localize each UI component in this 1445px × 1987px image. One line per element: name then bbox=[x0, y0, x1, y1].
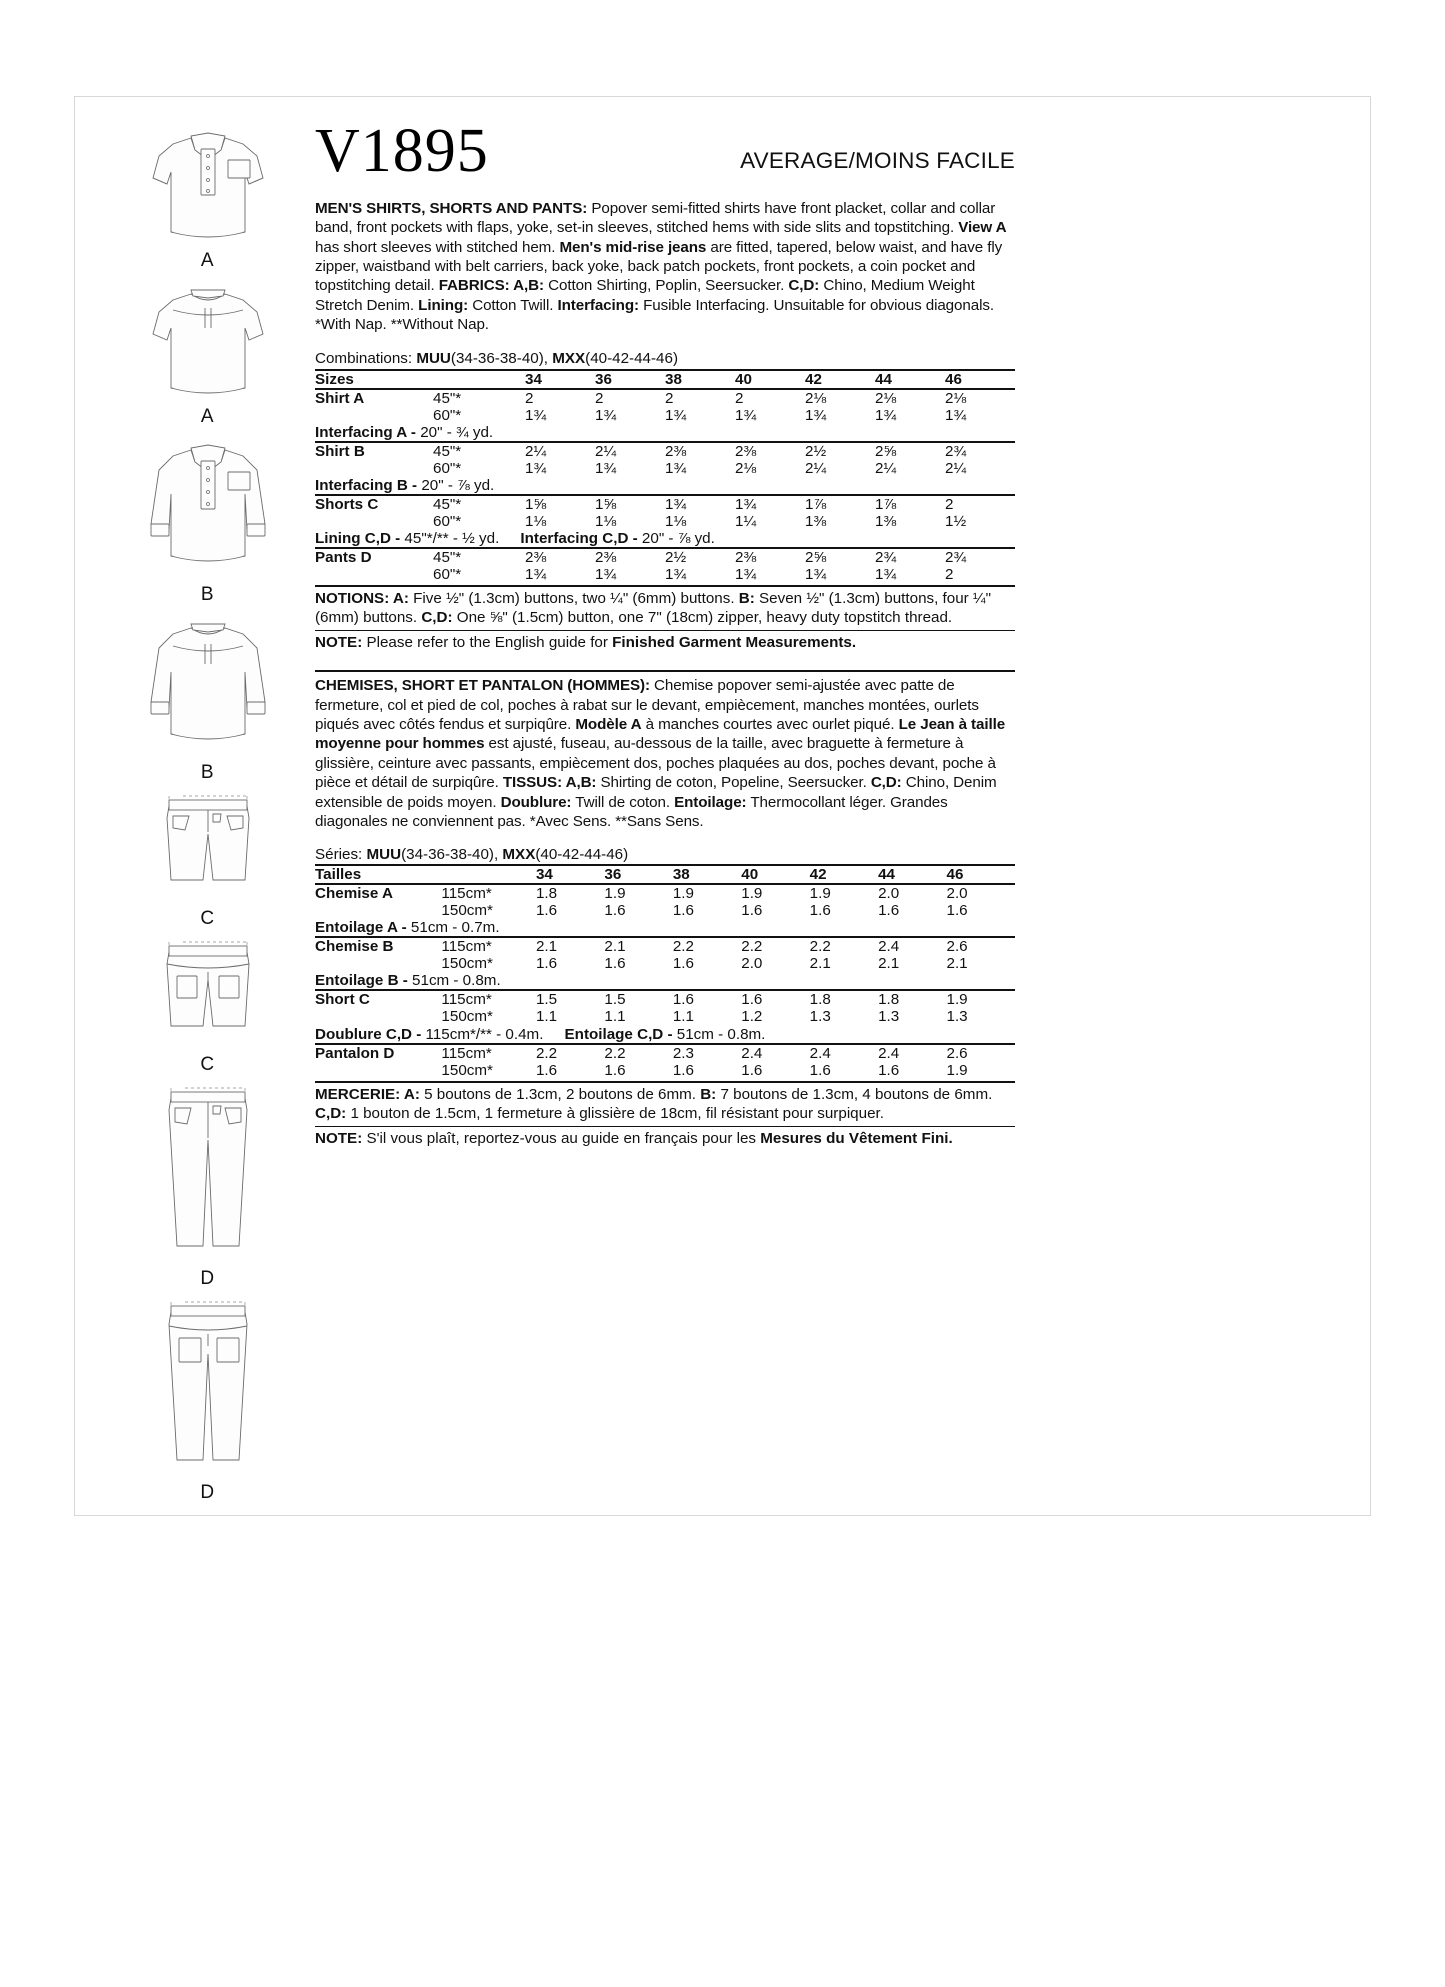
yardage-cell: 2 bbox=[525, 389, 595, 407]
row-label: Chemise B bbox=[315, 937, 441, 955]
yardage-cell: 1⅛ bbox=[665, 512, 687, 530]
yardage-cell: 2⅜ bbox=[595, 548, 665, 566]
row-label: Shirt A bbox=[315, 389, 433, 407]
yardage-cell: 1¾ bbox=[525, 565, 547, 583]
yardage-cell: 1.6 bbox=[741, 1061, 763, 1079]
yardage-cell: 1.6 bbox=[809, 902, 831, 920]
yardage-cell: 1⅜ bbox=[805, 512, 827, 530]
french-description: CHEMISES, SHORT ET PANTALON (HOMMES): Chemise popover semi-ajustée avec patte de fermeture, col et pied de col, poches à rabat sur le devant, empiècement, manches montées, ourlets piqués avec côtés fendus et surpiqûre. Modèle A à manches courtes avec ourlet piqué. Le Jean à taille moyenne pour hommes est ajusté, fuseau, au-dessous de la taille, avec braguette à fermeture à glissière, ceinture avec passants, empiècement dos, poches plaquées au dos, poches devant, poche à pièce et détail de surpiqûre. TISSUS: A,B: Shirting de coton, Popeline, Seersucker. C,D: Chino, Denim extensible de poids moyen. Doublure: Twill de coton. Entoilage: Thermocollant léger. Grandes diagonales ne conviennent pas. *Avec Sens. **Sans Sens. bbox=[315, 677, 1006, 830]
yardage-cell: 2¼ bbox=[805, 459, 827, 477]
english-notions: NOTIONS: A: Five ½" (1.3cm) buttons, two ¼" (6mm) buttons. B: Seven ½" (1.3cm) buttons, four ¼" (6mm) buttons. C,D: One ⅝" (1.5cm) button, one 7" (18cm) zipper, heavy duty topstitch thread. bbox=[315, 585, 1015, 627]
shorts-c-back-icon bbox=[133, 934, 283, 1052]
yardage-cell: 2.4 bbox=[741, 1044, 809, 1062]
yardage-cell: 2 bbox=[665, 389, 735, 407]
yardage-cell: 2.4 bbox=[878, 937, 946, 955]
yardage-cell: 2¾ bbox=[945, 548, 1015, 566]
yardage-cell: 1¾ bbox=[945, 406, 967, 424]
yardage-cell: 1.8 bbox=[536, 884, 604, 902]
pants-d-back-icon bbox=[133, 1294, 283, 1480]
figure-label: D bbox=[200, 1268, 215, 1289]
figure-label: A bbox=[200, 406, 215, 427]
table-header-row bbox=[315, 865, 1015, 884]
yardage-cell: 2.4 bbox=[810, 1044, 878, 1062]
yardage-cell: 2.2 bbox=[604, 1044, 672, 1062]
yardage-cell: 2⅝ bbox=[805, 548, 875, 566]
fabric-width: 150cm* bbox=[441, 1008, 493, 1026]
yardage-cell: 2.2 bbox=[536, 1044, 604, 1062]
fabric-width: 60"* bbox=[433, 459, 462, 477]
illustration-column bbox=[110, 120, 305, 1503]
yardage-cell: 1.1 bbox=[535, 1008, 558, 1026]
yardage-cell: 2 bbox=[595, 389, 665, 407]
size-header-38: 38 bbox=[673, 865, 741, 884]
yardage-cell: 2.0 bbox=[947, 884, 1015, 902]
table-note-row bbox=[315, 477, 1015, 495]
yardage-cell: 1¾ bbox=[595, 459, 617, 477]
yardage-cell: 1¾ bbox=[805, 406, 827, 424]
yardage-cell: 2⅜ bbox=[735, 442, 805, 460]
yardage-cell: 1.6 bbox=[604, 1061, 626, 1079]
table-note-row bbox=[315, 1026, 1015, 1044]
row-label: Shorts C bbox=[315, 495, 433, 513]
english-combinations: Combinations: MUU(34-36-38-40), MXX(40-42-44-46) bbox=[315, 349, 679, 367]
fabric-width: 45"* bbox=[433, 389, 525, 407]
yardage-cell: 1.6 bbox=[878, 902, 900, 920]
yardage-cell: 2½ bbox=[805, 442, 875, 460]
size-header-40: 40 bbox=[735, 370, 805, 389]
table-row bbox=[315, 902, 1015, 919]
fabric-width: 60"* bbox=[433, 406, 462, 424]
row-label bbox=[315, 1062, 441, 1079]
fabric-width: 150cm* bbox=[441, 1061, 493, 1079]
yardage-cell: 2⅜ bbox=[735, 548, 805, 566]
table-row bbox=[315, 990, 1015, 1008]
english-description: MEN'S SHIRTS, SHORTS AND PANTS: Popover semi-fitted shirts have front placket, collar and collar band, front pockets with flaps, yoke, set-in sleeves, stitched hems with side slits and topstitching. View A has short sleeves with stitched hem. Men's mid-rise jeans are fitted, tapered, below waist, and have fly zipper, waistband with belt carriers, back yoke, back patch pockets, front pockets, a coin pocket and topstitching detail. FABRICS: A,B: Cotton Shirting, Poplin, Seersucker. C,D: Chino, Medium Weight Stretch Denim. Lining: Cotton Twill. Interfacing: Fusible Interfacing. Unsuitable for obvious diagonals. *With Nap. **Without Nap. bbox=[315, 199, 1007, 334]
table-row bbox=[315, 884, 1015, 902]
fabric-width: 60"* bbox=[433, 512, 462, 530]
header-row bbox=[315, 117, 1015, 185]
row-label: Shirt B bbox=[315, 442, 433, 460]
table-row bbox=[315, 460, 1015, 477]
yardage-cell: 1.5 bbox=[536, 990, 604, 1008]
table-note: Interfacing B - 20" - ⅞ yd. bbox=[315, 476, 495, 494]
language-divider bbox=[315, 670, 1015, 672]
yardage-cell: 1.8 bbox=[878, 990, 946, 1008]
table-note-row bbox=[315, 530, 1015, 548]
yardage-cell: 2½ bbox=[665, 548, 735, 566]
french-mercerie: MERCERIE: A: 5 boutons de 1.3cm, 2 boutons de 6mm. B: 7 boutons de 1.3cm, 4 boutons de 6mm. C,D: 1 bouton de 1.5cm, 1 fermeture à glissière de 18cm, fil résistant pour surpiquer. bbox=[315, 1081, 1015, 1123]
figure-shirt-b-back bbox=[110, 610, 305, 784]
yardage-cell: 2¼ bbox=[525, 442, 595, 460]
french-table-body bbox=[315, 865, 1015, 1078]
yardage-cell: 1¾ bbox=[665, 459, 687, 477]
size-header-36: 36 bbox=[604, 865, 672, 884]
figure-label: B bbox=[200, 584, 215, 605]
english-yardage-table bbox=[315, 369, 1015, 583]
sizes-label: Tailles bbox=[315, 865, 441, 884]
yardage-cell: 2.0 bbox=[878, 884, 946, 902]
content-column bbox=[315, 117, 1015, 1148]
yardage-cell: 2 bbox=[945, 495, 1015, 513]
figure-pants-d-front bbox=[110, 1080, 305, 1290]
pattern-number: V1895 bbox=[315, 117, 489, 185]
yardage-cell: 1.9 bbox=[947, 990, 1015, 1008]
table-row bbox=[315, 442, 1015, 460]
yardage-cell: 1¾ bbox=[665, 495, 735, 513]
english-note: NOTE: Please refer to the English guide for Finished Garment Measurements. bbox=[315, 630, 1015, 652]
yardage-cell: 2⅛ bbox=[735, 459, 757, 477]
yardage-cell: 1⅝ bbox=[525, 495, 595, 513]
yardage-cell: 1.6 bbox=[672, 955, 694, 973]
size-header-42: 42 bbox=[810, 865, 878, 884]
table-row bbox=[315, 955, 1015, 972]
yardage-cell: 1⅛ bbox=[595, 512, 617, 530]
pants-d-front-icon bbox=[133, 1080, 283, 1266]
size-header-38: 38 bbox=[665, 370, 735, 389]
yardage-cell: 1.6 bbox=[741, 902, 763, 920]
table-header-row bbox=[315, 370, 1015, 389]
figure-shorts-c-front bbox=[110, 788, 305, 930]
figure-label: C bbox=[200, 908, 215, 929]
yardage-cell: 1.6 bbox=[672, 902, 694, 920]
yardage-cell: 2.6 bbox=[947, 1044, 1015, 1062]
fabric-width: 45"* bbox=[433, 495, 525, 513]
figure-label: C bbox=[200, 1054, 215, 1075]
size-header-44: 44 bbox=[875, 370, 945, 389]
fabric-width: 45"* bbox=[433, 548, 525, 566]
table-note: Interfacing A - 20" - ¾ yd. bbox=[315, 423, 494, 441]
table-note: Doublure C,D - 115cm*/** - 0.4m. Entoilage C,D - 51cm - 0.8m. bbox=[315, 1025, 766, 1043]
yardage-cell: 2.1 bbox=[809, 955, 831, 973]
fabric-width: 115cm* bbox=[441, 990, 536, 1008]
size-header-44: 44 bbox=[878, 865, 946, 884]
shirt-a-back-icon bbox=[133, 276, 283, 404]
yardage-cell: 1¾ bbox=[805, 565, 827, 583]
table-note-row bbox=[315, 424, 1015, 442]
yardage-cell: 1.6 bbox=[535, 902, 558, 920]
yardage-cell: 2.6 bbox=[947, 937, 1015, 955]
yardage-cell: 2¾ bbox=[945, 442, 1015, 460]
yardage-cell: 1.1 bbox=[604, 1008, 626, 1026]
fabric-width: 115cm* bbox=[441, 1044, 536, 1062]
yardage-cell: 2⅜ bbox=[525, 548, 595, 566]
row-label: Short C bbox=[315, 990, 441, 1008]
size-header-36: 36 bbox=[595, 370, 665, 389]
size-header-40: 40 bbox=[741, 865, 809, 884]
figure-label: A bbox=[200, 250, 215, 271]
yardage-cell: 2.2 bbox=[741, 937, 809, 955]
yardage-cell: 2.1 bbox=[536, 937, 604, 955]
yardage-cell: 1¾ bbox=[665, 406, 687, 424]
row-label bbox=[315, 955, 441, 972]
yardage-cell: 1⅛ bbox=[525, 512, 547, 530]
row-label: Pantalon D bbox=[315, 1044, 441, 1062]
yardage-cell: 1¾ bbox=[525, 459, 547, 477]
yardage-cell: 1⅞ bbox=[805, 495, 875, 513]
figure-shirt-b-front bbox=[110, 432, 305, 606]
table-note: Entoilage A - 51cm - 0.7m. bbox=[315, 919, 500, 937]
yardage-cell: 2.3 bbox=[673, 1044, 741, 1062]
yardage-cell: 1.6 bbox=[809, 1061, 831, 1079]
row-label bbox=[315, 407, 433, 424]
french-series: Séries: MUU(34-36-38-40), MXX(40-42-44-46) bbox=[315, 846, 629, 864]
figure-pants-d-back bbox=[110, 1294, 305, 1504]
yardage-cell: 1.6 bbox=[604, 955, 626, 973]
yardage-cell: 1.6 bbox=[604, 902, 626, 920]
yardage-cell: 1.8 bbox=[810, 990, 878, 1008]
yardage-cell: 1.3 bbox=[878, 1008, 900, 1026]
yardage-cell: 2¼ bbox=[875, 459, 897, 477]
figure-shorts-c-back bbox=[110, 934, 305, 1076]
yardage-cell: 1⅜ bbox=[875, 512, 897, 530]
yardage-cell: 1¾ bbox=[595, 565, 617, 583]
yardage-cell: 1.6 bbox=[535, 955, 558, 973]
yardage-cell: 1.3 bbox=[946, 1008, 968, 1026]
size-header-46: 46 bbox=[945, 370, 1015, 389]
yardage-cell: 1.9 bbox=[604, 884, 672, 902]
yardage-cell: 1.9 bbox=[673, 884, 741, 902]
fabric-width: 115cm* bbox=[441, 937, 536, 955]
fabric-width: 45"* bbox=[433, 442, 525, 460]
row-label bbox=[315, 902, 441, 919]
yardage-cell: 2.1 bbox=[946, 955, 968, 973]
yardage-cell: 1¾ bbox=[875, 406, 897, 424]
english-table-body bbox=[315, 370, 1015, 583]
yardage-cell: 1.5 bbox=[604, 990, 672, 1008]
yardage-cell: 1⅞ bbox=[875, 495, 945, 513]
row-label bbox=[315, 1008, 441, 1025]
size-header-42: 42 bbox=[805, 370, 875, 389]
table-row bbox=[315, 548, 1015, 566]
yardage-cell: 2 bbox=[735, 389, 805, 407]
row-label: Pants D bbox=[315, 548, 433, 566]
yardage-cell: 1.6 bbox=[535, 1061, 558, 1079]
figure-shirt-a-front bbox=[110, 120, 305, 272]
yardage-cell: 1.6 bbox=[741, 990, 809, 1008]
yardage-cell: 1¾ bbox=[665, 565, 687, 583]
yardage-cell: 1¾ bbox=[735, 406, 757, 424]
yardage-cell: 1.6 bbox=[946, 902, 968, 920]
yardage-cell: 2¾ bbox=[875, 548, 945, 566]
table-row bbox=[315, 1062, 1015, 1079]
size-header-46: 46 bbox=[947, 865, 1015, 884]
yardage-cell: 2.2 bbox=[673, 937, 741, 955]
yardage-cell: 2⅜ bbox=[665, 442, 735, 460]
shirt-a-front-icon bbox=[133, 120, 283, 248]
row-label bbox=[315, 566, 433, 583]
table-note-row bbox=[315, 919, 1015, 937]
figure-label: D bbox=[200, 1482, 215, 1503]
yardage-cell: 2.0 bbox=[741, 955, 763, 973]
yardage-cell: 2⅛ bbox=[875, 389, 945, 407]
yardage-cell: 2.2 bbox=[810, 937, 878, 955]
fabric-width: 60"* bbox=[433, 565, 462, 583]
table-row bbox=[315, 1044, 1015, 1062]
fabric-width: 115cm* bbox=[441, 884, 536, 902]
yardage-cell: 1.9 bbox=[810, 884, 878, 902]
table-row bbox=[315, 937, 1015, 955]
yardage-cell: 1⅝ bbox=[595, 495, 665, 513]
yardage-cell: 1.9 bbox=[741, 884, 809, 902]
yardage-cell: 1¾ bbox=[875, 565, 897, 583]
table-note: Entoilage B - 51cm - 0.8m. bbox=[315, 972, 501, 990]
table-row bbox=[315, 513, 1015, 530]
french-yardage-table bbox=[315, 864, 1015, 1078]
shorts-c-front-icon bbox=[133, 788, 283, 906]
table-row bbox=[315, 495, 1015, 513]
size-header-34: 34 bbox=[536, 865, 604, 884]
figure-label: B bbox=[200, 762, 215, 783]
shirt-b-back-icon bbox=[133, 610, 283, 760]
fabric-width: 150cm* bbox=[441, 955, 493, 973]
row-label bbox=[315, 460, 433, 477]
yardage-cell: 1¾ bbox=[735, 565, 757, 583]
yardage-cell: 2⅛ bbox=[945, 389, 1015, 407]
yardage-cell: 2¼ bbox=[945, 459, 967, 477]
table-row bbox=[315, 566, 1015, 583]
difficulty-level: AVERAGE/MOINS FACILE bbox=[740, 147, 1015, 173]
row-label: Chemise A bbox=[315, 884, 441, 902]
figure-shirt-a-back bbox=[110, 276, 305, 428]
yardage-cell: 1.3 bbox=[809, 1008, 831, 1026]
yardage-cell: 1.6 bbox=[673, 990, 741, 1008]
yardage-cell: 2¼ bbox=[595, 442, 665, 460]
yardage-cell: 2 bbox=[945, 565, 954, 583]
yardage-cell: 1¼ bbox=[735, 512, 757, 530]
table-row bbox=[315, 407, 1015, 424]
table-row bbox=[315, 389, 1015, 407]
row-label bbox=[315, 513, 433, 530]
yardage-cell: 1.1 bbox=[672, 1008, 694, 1026]
table-row bbox=[315, 1008, 1015, 1025]
fabric-width: 150cm* bbox=[441, 902, 493, 920]
yardage-cell: 1.6 bbox=[672, 1061, 694, 1079]
table-note-row bbox=[315, 972, 1015, 990]
yardage-cell: 1.2 bbox=[741, 1008, 763, 1026]
yardage-cell: 2.1 bbox=[604, 937, 672, 955]
table-note: Lining C,D - 45"*/** - ½ yd. Interfacing C,D - 20" - ⅞ yd. bbox=[315, 529, 715, 547]
yardage-cell: 1½ bbox=[945, 512, 967, 530]
yardage-cell: 1¾ bbox=[525, 406, 547, 424]
yardage-cell: 1.9 bbox=[946, 1061, 968, 1079]
size-header-34: 34 bbox=[525, 370, 595, 389]
shirt-b-front-icon bbox=[133, 432, 283, 582]
yardage-cell: 2⅛ bbox=[805, 389, 875, 407]
yardage-cell: 2.4 bbox=[878, 1044, 946, 1062]
yardage-cell: 2.1 bbox=[878, 955, 900, 973]
yardage-cell: 2⅝ bbox=[875, 442, 945, 460]
sizes-label: Sizes bbox=[315, 370, 433, 389]
yardage-cell: 1¾ bbox=[735, 495, 805, 513]
yardage-cell: 1.6 bbox=[878, 1061, 900, 1079]
french-note: NOTE: S'il vous plaît, reportez-vous au guide en français pour les Mesures du Vêtement Fini. bbox=[315, 1126, 1015, 1148]
yardage-cell: 1¾ bbox=[595, 406, 617, 424]
